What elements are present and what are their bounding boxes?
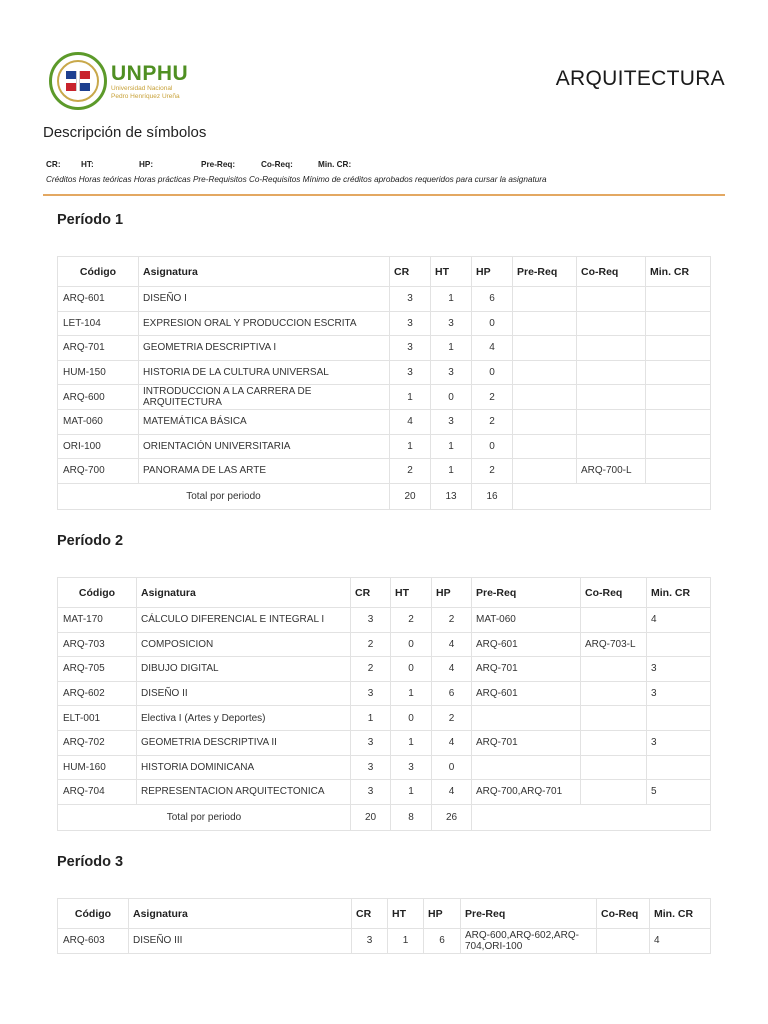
total-empty — [513, 483, 711, 509]
table-cell: 4 — [472, 336, 513, 361]
table-cell: 4 — [647, 608, 711, 633]
table-cell — [597, 929, 650, 954]
table-cell — [646, 336, 711, 361]
period-3-table — [57, 898, 711, 954]
period-1-title: Período 1 — [57, 212, 124, 228]
table-cell — [581, 657, 647, 682]
table-row — [58, 311, 711, 336]
symbol-code-ht: HT: — [81, 160, 94, 169]
table-cell: 2 — [351, 632, 391, 657]
table-cell — [581, 608, 647, 633]
total-value: 16 — [472, 483, 513, 509]
symbols-description: Créditos Horas teóricas Horas prácticas Pre-Requisitos Co-Requisitos Mínimo de créditos aprobados requeridos para cursar la asignatura — [46, 175, 547, 184]
table-cell — [647, 706, 711, 731]
total-label: Total por periodo — [58, 804, 351, 830]
table-row — [58, 287, 711, 312]
unphu-logo — [49, 52, 189, 114]
table-row — [58, 434, 711, 459]
table-cell: 4 — [650, 929, 711, 954]
table-cell: 3 — [390, 311, 431, 336]
table-cell: MAT-060 — [472, 608, 581, 633]
table-cell: ARQ-704 — [58, 780, 137, 805]
table-cell: 1 — [391, 730, 432, 755]
table-cell: 2 — [472, 409, 513, 434]
table-cell: DISEÑO II — [137, 681, 351, 706]
table-cell: 1 — [431, 459, 472, 484]
table-cell: 1 — [390, 434, 431, 459]
table-row — [58, 385, 711, 410]
total-value: 26 — [432, 804, 472, 830]
divider — [43, 194, 725, 196]
total-empty — [472, 804, 711, 830]
table-cell — [513, 360, 577, 385]
table-cell: 3 — [351, 730, 391, 755]
table-cell — [577, 434, 646, 459]
table-cell: 0 — [432, 755, 472, 780]
table-cell — [577, 409, 646, 434]
symbol-code-hp: HP: — [139, 160, 154, 169]
col-asignatura: Asignatura — [129, 899, 352, 929]
logo-subtitle: Universidad Nacional Pedro Henríquez Ureña — [111, 85, 180, 100]
table-cell: 0 — [391, 657, 432, 682]
table-cell — [646, 385, 711, 410]
table-cell: ORI-100 — [58, 434, 139, 459]
col-coreq: Co-Req — [581, 578, 647, 608]
table-cell: 1 — [391, 780, 432, 805]
table-cell — [581, 780, 647, 805]
table-cell — [647, 632, 711, 657]
table-cell: 2 — [351, 657, 391, 682]
table-cell: ARQ-601 — [472, 632, 581, 657]
col-cr: CR — [390, 257, 431, 287]
col-mincr: Min. CR — [647, 578, 711, 608]
table-cell: 3 — [431, 360, 472, 385]
col-prereq: Pre-Req — [513, 257, 577, 287]
table-cell: ARQ-705 — [58, 657, 137, 682]
table-header-row — [58, 578, 711, 608]
table-cell: 2 — [432, 706, 472, 731]
col-hp: HP — [472, 257, 513, 287]
col-prereq: Pre-Req — [461, 899, 597, 929]
table-cell: 0 — [472, 434, 513, 459]
symbol-code-coreq: Co-Req: — [261, 160, 293, 169]
table-cell: 3 — [647, 681, 711, 706]
table-cell: REPRESENTACION ARQUITECTONICA — [137, 780, 351, 805]
table-cell: 4 — [432, 780, 472, 805]
table-cell: ARQ-701 — [58, 336, 139, 361]
table-cell: ARQ-703 — [58, 632, 137, 657]
symbol-code-prereq: Pre-Req: — [201, 160, 236, 169]
symbol-code-mincr: Min. CR: — [318, 160, 352, 169]
table-cell — [472, 755, 581, 780]
table-cell: ORIENTACIÓN UNIVERSITARIA — [139, 434, 390, 459]
table-cell: 3 — [390, 287, 431, 312]
table-cell: ARQ-702 — [58, 730, 137, 755]
table-cell: 3 — [647, 730, 711, 755]
table-cell: 3 — [647, 657, 711, 682]
table-cell: 2 — [432, 608, 472, 633]
table-cell: 2 — [472, 459, 513, 484]
table-cell: 2 — [390, 459, 431, 484]
table-cell — [513, 336, 577, 361]
col-hp: HP — [432, 578, 472, 608]
table-cell: Electiva I (Artes y Deportes) — [137, 706, 351, 731]
col-coreq: Co-Req — [577, 257, 646, 287]
page-title: ARQUITECTURA — [555, 67, 725, 90]
table-cell: 3 — [351, 780, 391, 805]
table-row — [58, 657, 711, 682]
table-cell: 3 — [351, 755, 391, 780]
table-header-row — [58, 257, 711, 287]
table-cell: 3 — [431, 311, 472, 336]
table-cell: 3 — [390, 336, 431, 361]
table-cell: 3 — [390, 360, 431, 385]
table-cell: 6 — [472, 287, 513, 312]
table-header-row — [58, 899, 711, 929]
total-value: 20 — [351, 804, 391, 830]
col-codigo: Código — [58, 899, 129, 929]
table-cell: 1 — [431, 336, 472, 361]
table-cell: ARQ-700-L — [577, 459, 646, 484]
col-ht: HT — [388, 899, 424, 929]
table-cell: 1 — [351, 706, 391, 731]
table-row — [58, 681, 711, 706]
table-cell — [577, 385, 646, 410]
table-row — [58, 780, 711, 805]
table-cell — [581, 681, 647, 706]
col-coreq: Co-Req — [597, 899, 650, 929]
table-cell: 3 — [352, 929, 388, 954]
table-cell: ARQ-701 — [472, 657, 581, 682]
table-cell: 4 — [432, 632, 472, 657]
table-row — [58, 409, 711, 434]
col-prereq: Pre-Req — [472, 578, 581, 608]
table-cell — [581, 755, 647, 780]
table-cell: 3 — [431, 409, 472, 434]
table-cell: 0 — [391, 632, 432, 657]
table-cell: 4 — [390, 409, 431, 434]
table-cell: ARQ-701 — [472, 730, 581, 755]
table-cell: HISTORIA DE LA CULTURA UNIVERSAL — [139, 360, 390, 385]
table-cell — [513, 287, 577, 312]
table-cell: 6 — [432, 681, 472, 706]
col-codigo: Código — [58, 257, 139, 287]
total-value: 8 — [391, 804, 432, 830]
table-cell: 0 — [431, 385, 472, 410]
university-emblem-icon — [49, 52, 107, 110]
col-mincr: Min. CR — [650, 899, 711, 929]
table-cell: DISEÑO I — [139, 287, 390, 312]
col-ht: HT — [391, 578, 432, 608]
table-cell: EXPRESION ORAL Y PRODUCCION ESCRITA — [139, 311, 390, 336]
table-cell: 0 — [472, 311, 513, 336]
table-cell — [646, 434, 711, 459]
table-cell — [647, 755, 711, 780]
table-cell: ARQ-600 — [58, 385, 139, 410]
table-row — [58, 336, 711, 361]
table-cell: 5 — [647, 780, 711, 805]
table-cell — [513, 434, 577, 459]
table-cell: ARQ-700,ARQ-701 — [472, 780, 581, 805]
table-cell — [577, 336, 646, 361]
total-row — [58, 483, 711, 509]
table-cell: 3 — [351, 681, 391, 706]
table-cell: ELT-001 — [58, 706, 137, 731]
table-cell — [646, 409, 711, 434]
col-cr: CR — [351, 578, 391, 608]
table-cell — [646, 311, 711, 336]
col-asignatura: Asignatura — [137, 578, 351, 608]
table-cell: 1 — [390, 385, 431, 410]
table-cell: MAT-170 — [58, 608, 137, 633]
table-cell: 1 — [391, 681, 432, 706]
period-1-table — [57, 256, 711, 510]
table-cell: INTRODUCCION A LA CARRERA DE ARQUITECTURA — [139, 385, 390, 410]
table-cell: GEOMETRIA DESCRIPTIVA II — [137, 730, 351, 755]
col-hp: HP — [424, 899, 461, 929]
col-cr: CR — [352, 899, 388, 929]
table-cell — [581, 730, 647, 755]
table-cell — [513, 385, 577, 410]
table-cell: ARQ-602 — [58, 681, 137, 706]
table-cell: 2 — [391, 608, 432, 633]
table-cell: 1 — [431, 434, 472, 459]
table-cell — [513, 311, 577, 336]
period-3-title: Período 3 — [57, 854, 124, 870]
table-cell: LET-104 — [58, 311, 139, 336]
table-cell: HUM-160 — [58, 755, 137, 780]
table-cell — [513, 459, 577, 484]
period-2-table — [57, 577, 711, 831]
table-cell: DIBUJO DIGITAL — [137, 657, 351, 682]
symbols-heading: Descripción de símbolos — [43, 124, 207, 141]
table-cell: PANORAMA DE LAS ARTE — [139, 459, 390, 484]
table-cell: ARQ-703-L — [581, 632, 647, 657]
col-codigo: Código — [58, 578, 137, 608]
col-ht: HT — [431, 257, 472, 287]
table-row — [58, 632, 711, 657]
table-row — [58, 730, 711, 755]
total-value: 13 — [431, 483, 472, 509]
table-cell: CÁLCULO DIFERENCIAL E INTEGRAL I — [137, 608, 351, 633]
table-cell — [581, 706, 647, 731]
table-row — [58, 706, 711, 731]
table-cell — [646, 287, 711, 312]
table-cell: 0 — [472, 360, 513, 385]
symbol-code-cr: CR: — [46, 160, 61, 169]
table-cell: COMPOSICION — [137, 632, 351, 657]
table-cell — [513, 409, 577, 434]
table-cell: 1 — [431, 287, 472, 312]
table-cell: 0 — [391, 706, 432, 731]
table-cell: MATEMÁTICA BÁSICA — [139, 409, 390, 434]
table-row — [58, 929, 711, 954]
table-cell: HISTORIA DOMINICANA — [137, 755, 351, 780]
table-cell: ARQ-601 — [472, 681, 581, 706]
col-asignatura: Asignatura — [139, 257, 390, 287]
page-header — [0, 0, 768, 120]
table-cell: DISEÑO III — [129, 929, 352, 954]
table-cell: 2 — [472, 385, 513, 410]
table-cell: 4 — [432, 730, 472, 755]
table-cell — [646, 459, 711, 484]
table-row — [58, 755, 711, 780]
table-cell — [577, 287, 646, 312]
table-row — [58, 608, 711, 633]
table-cell: 4 — [432, 657, 472, 682]
table-cell: ARQ-600,ARQ-602,ARQ-704,ORI-100 — [461, 929, 597, 954]
col-mincr: Min. CR — [646, 257, 711, 287]
table-cell — [577, 360, 646, 385]
table-row — [58, 360, 711, 385]
table-cell: ARQ-700 — [58, 459, 139, 484]
table-cell: 6 — [424, 929, 461, 954]
table-row — [58, 459, 711, 484]
table-cell: ARQ-603 — [58, 929, 129, 954]
total-row — [58, 804, 711, 830]
table-cell: MAT-060 — [58, 409, 139, 434]
table-cell: 1 — [388, 929, 424, 954]
table-cell — [472, 706, 581, 731]
table-cell: ARQ-601 — [58, 287, 139, 312]
table-cell: GEOMETRIA DESCRIPTIVA I — [139, 336, 390, 361]
total-label: Total por periodo — [58, 483, 390, 509]
table-cell — [577, 311, 646, 336]
logo-name: UNPHU — [111, 62, 189, 85]
table-cell: 3 — [391, 755, 432, 780]
period-2-title: Período 2 — [57, 533, 124, 549]
table-cell: 3 — [351, 608, 391, 633]
total-value: 20 — [390, 483, 431, 509]
table-cell: HUM-150 — [58, 360, 139, 385]
table-cell — [646, 360, 711, 385]
